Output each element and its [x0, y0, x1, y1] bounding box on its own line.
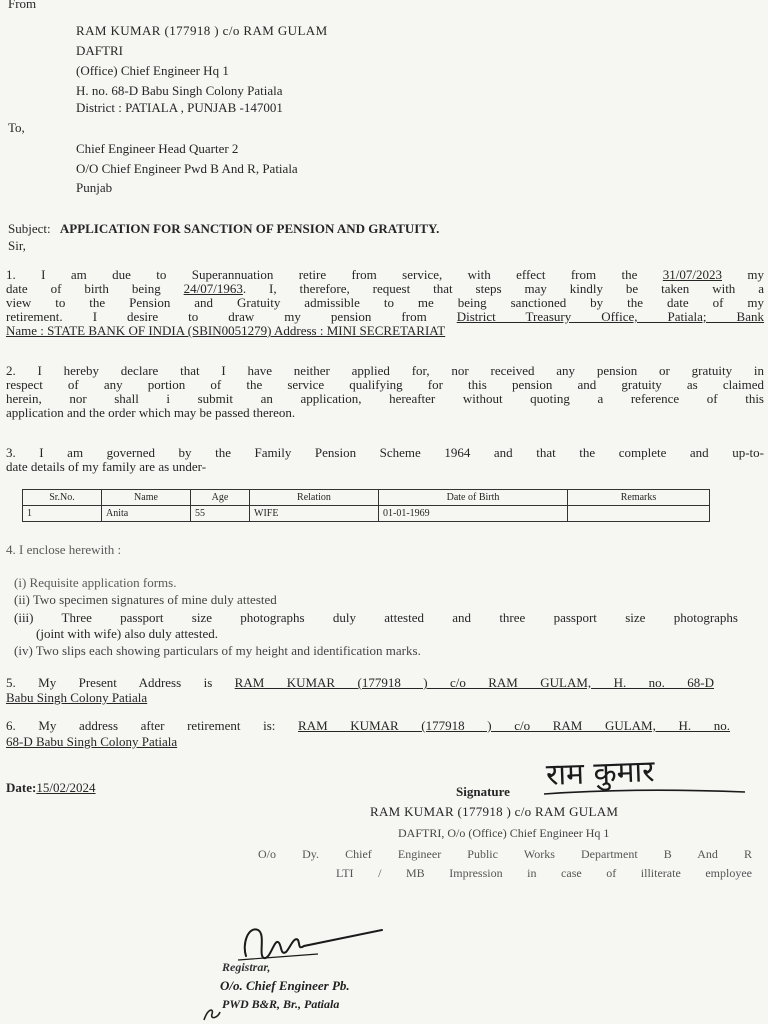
enclosures-intro: 4. I enclose herewith : [6, 542, 122, 557]
recipient-line-2: O/O Chief Engineer Pwd B And R, Patiala [76, 161, 298, 176]
para2-line-4: application and the order which may be passed thereon. [6, 405, 296, 420]
enclosure-item-2: (ii) Two specimen signatures of mine duly attested [14, 592, 277, 607]
family-details-table [22, 489, 710, 522]
para2-line-3: herein, nor shall i submit an application, hereafter without quoting a reference of this [6, 391, 764, 406]
stamp-flourish-icon [200, 1004, 224, 1024]
col-header-remarks: Remarks [568, 490, 710, 506]
to-label: To, [8, 120, 25, 135]
subject-text: APPLICATION FOR SANCTION OF PENSION AND GRATUITY. [59, 221, 440, 236]
para6-line-2: 68-D Babu Singh Colony Patiala [6, 734, 178, 749]
cell-age: 55 [191, 506, 250, 522]
signature-line-2: DAFTRI, O/o (Office) Chief Engineer Hq 1 [398, 826, 610, 840]
col-header-relation: Relation [250, 490, 379, 506]
para1-line-4: retirement. I desire to draw my pension from District Treasury Office, Patiala; Bank [6, 309, 764, 324]
recipient-line-1: Chief Engineer Head Quarter 2 [76, 141, 239, 156]
col-header-srno: Sr.No. [23, 490, 102, 506]
table-row [23, 506, 710, 522]
para3-line-2: date details of my family are as under- [6, 459, 207, 474]
para1-line-3: view to the Pension and Gratuity admissible to me being sanctioned by the date of my [6, 295, 764, 310]
sender-line-2: DAFTRI [76, 43, 123, 58]
enclosure-item-4: (joint with wife) also duly attested. [36, 626, 218, 641]
enclosure-item-1: (i) Requisite application forms. [14, 575, 177, 590]
subject-label: Subject: [8, 221, 51, 236]
paragraph-1 [6, 268, 764, 338]
col-header-dob: Date of Birth [379, 490, 568, 506]
stamp-line-2: O/o. Chief Engineer Pb. [220, 978, 350, 993]
signature-underline [540, 786, 750, 800]
enclosure-item-5: (iv) Two slips each showing particulars of my height and identification marks. [14, 643, 421, 658]
para1-line-5: Name : STATE BANK OF INDIA (SBIN0051279) Address : MINI SECRETARIAT [6, 323, 446, 338]
para3-line-1: 3. I am governed by the Family Pension Scheme 1964 and that the complete and up-to- [6, 445, 764, 460]
salutation: Sir, [8, 238, 26, 253]
para1-line-1: 1. I am due to Superannuation retire from service, with effect from the 31/07/2023 my [6, 267, 765, 282]
recipient-line-3: Punjab [76, 180, 113, 195]
para1-line-2: date of birth being 24/07/1963. I, therefore, request that steps may kindly be taken with a [6, 281, 765, 296]
signature-line-4: LTI / MB Impression in case of illiterate employee [336, 866, 752, 880]
cell-srno: 1 [23, 506, 102, 522]
para5-line-2: Babu Singh Colony Patiala [6, 690, 148, 705]
col-header-age: Age [191, 490, 250, 506]
para2-line-1: 2. I hereby declare that I have neither applied for, nor received any pension or gratuity in [6, 363, 764, 378]
subject-line [8, 222, 439, 236]
sender-line-4: H. no. 68-D Babu Singh Colony Patiala [76, 83, 283, 98]
cell-name: Anita [102, 506, 191, 522]
table-header-row [23, 490, 710, 506]
para5-line-1: 5. My Present Address is RAM KUMAR (177918 ) c/o RAM GULAM, H. no. 68-D [6, 675, 714, 690]
from-label: From [8, 0, 37, 11]
signature-line-1: RAM KUMAR (177918 ) c/o RAM GULAM [370, 804, 619, 819]
sender-line-1: RAM KUMAR (177918 ) c/o RAM GULAM [76, 23, 328, 38]
sender-line-5: District : PATIALA , PUNJAB -147001 [76, 100, 283, 115]
enclosure-item-3: (iii) Three passport size photographs duly attested and three passport size photographs [14, 610, 738, 625]
col-header-name: Name [102, 490, 191, 506]
handwritten-signature: राम कुमार [545, 754, 656, 793]
cell-remarks [568, 506, 710, 522]
paragraph-2 [6, 364, 764, 420]
stamp-line-3: PWD B&R, Br., Patiala [222, 997, 340, 1011]
stamp-line-1: Registrar, [222, 960, 271, 974]
sender-line-3: (Office) Chief Engineer Hq 1 [76, 63, 229, 78]
date-line: Date:15/02/2024 [6, 780, 96, 795]
signature-label: Signature [456, 784, 510, 799]
para6-line-1: 6. My address after retirement is: RAM KUMAR (177918 ) c/o RAM GULAM, H. no. [6, 718, 730, 733]
signature-line-3: O/o Dy. Chief Engineer Public Works Department B And R [258, 847, 752, 861]
paragraph-3 [6, 446, 764, 474]
para2-line-2: respect of any portion of the service qualifying for this pension and gratuity as claimed [6, 377, 764, 392]
cell-relation: WIFE [250, 506, 379, 522]
cell-dob: 01-01-1969 [379, 506, 568, 522]
